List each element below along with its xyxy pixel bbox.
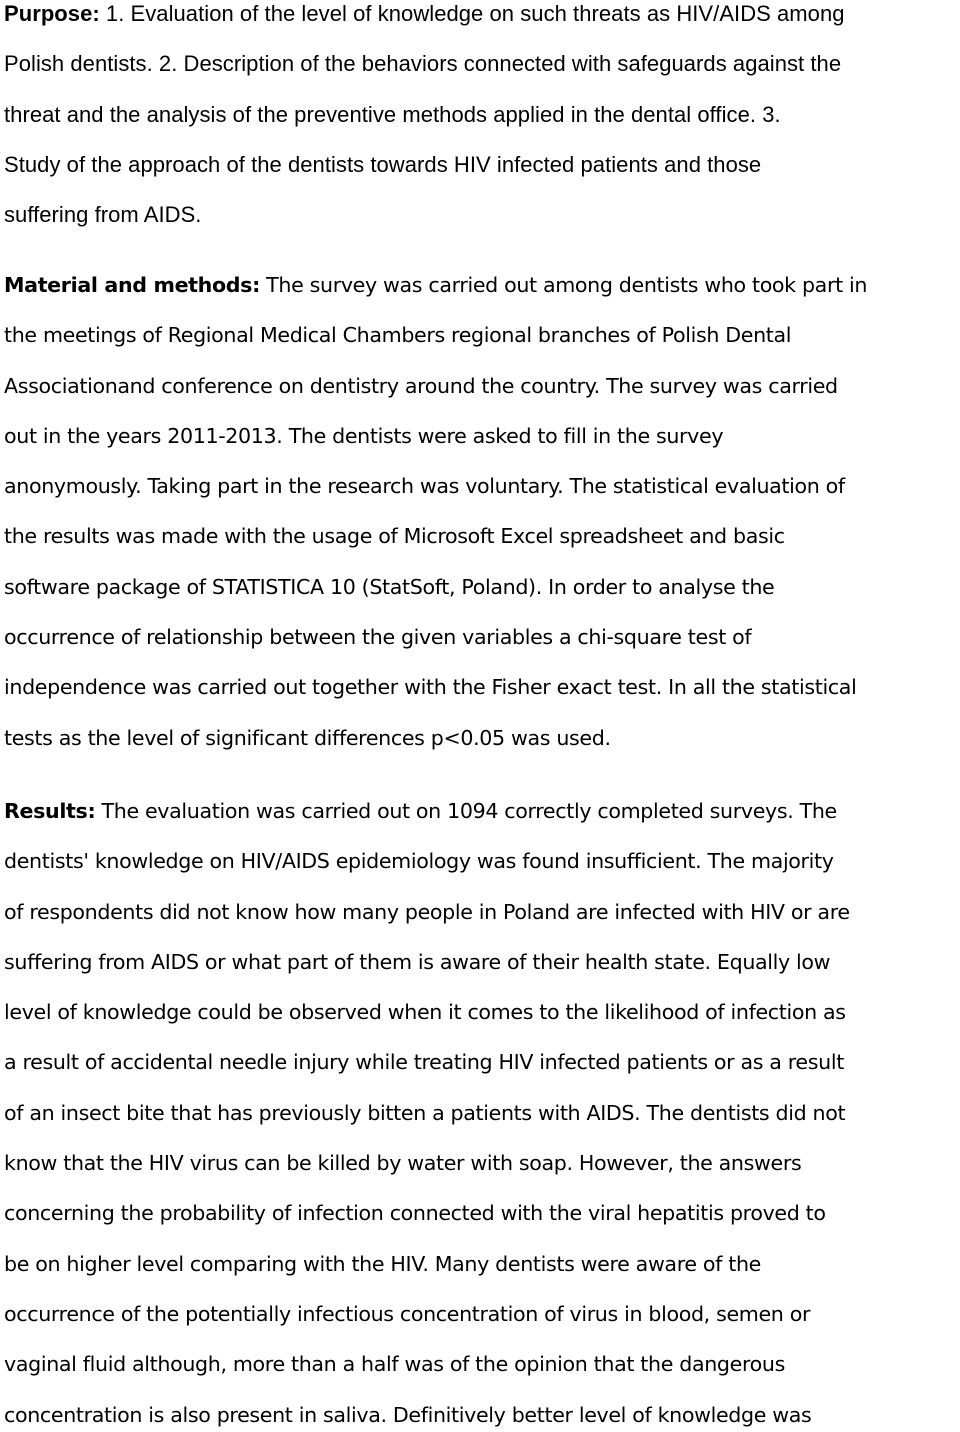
results-line: occurrence of the potentially infectious concentration of virus in blood, semen or — [4, 1301, 811, 1326]
results-heading: Results: — [4, 799, 96, 823]
methods-line: the results was made with the usage of Microsoft Excel spreadsheet and basic — [4, 524, 785, 549]
methods-line: anonymously. Taking part in the research was voluntary. The statistical evaluation of — [4, 474, 845, 499]
purpose-heading: Purpose: — [4, 1, 100, 26]
purpose-line: Polish dentists. 2. Description of the behaviors connected with safeguards against the — [4, 51, 842, 77]
purpose-line — [4, 0, 845, 39]
purpose-line: threat and the analysis of the preventive methods applied in the dental office. 3. — [4, 101, 781, 127]
methods-line: Associationand conference on dentistry around the country. The survey was carried — [4, 373, 838, 398]
results-line — [4, 786, 850, 836]
purpose-line: Study of the approach of the dentists towards HIV infected patients and those — [4, 151, 762, 177]
methods-line — [4, 260, 867, 310]
results-line: know that the HIV virus can be killed by water with soap. However, the answers — [4, 1151, 802, 1176]
methods-line: tests as the level of significant differences p<0.05 was used. — [4, 725, 611, 750]
methods-line: occurrence of relationship between the given variables a chi-square test of — [4, 625, 752, 650]
purpose-paragraph — [4, 0, 845, 240]
methods-line: software package of STATISTICA 10 (StatSoft, Poland). In order to analyse the — [4, 574, 775, 599]
purpose-line-text: 1. Evaluation of the level of knowledge on such threats as HIV/AIDS among — [99, 1, 845, 26]
results-line: concentration is also present in saliva. Definitively better level of knowledge was — [4, 1402, 812, 1427]
results-line: a result of accidental needle injury while treating HIV infected patients or as a result — [4, 1050, 844, 1075]
purpose-line: suffering from AIDS. — [4, 202, 202, 228]
methods-line: independence was carried out together with the Fisher exact test. In all the statistical — [4, 675, 857, 700]
methods-paragraph — [4, 260, 867, 763]
results-line: dentists' knowledge on HIV/AIDS epidemiology was found insufficient. The majority — [4, 849, 834, 874]
results-line: suffering from AIDS or what part of them is aware of their health state. Equally low — [4, 949, 831, 974]
results-line: vaginal fluid although, more than a half was of the opinion that the dangerous — [4, 1352, 785, 1377]
methods-heading: Material and methods: — [4, 273, 260, 297]
results-line: be on higher level comparing with the HIV. Many dentists were aware of the — [4, 1251, 761, 1276]
methods-line: the meetings of Regional Medical Chambers regional branches of Polish Dental — [4, 323, 792, 348]
results-paragraph — [4, 786, 850, 1432]
methods-line: out in the years 2011-2013. The dentists were asked to fill in the survey — [4, 423, 724, 448]
results-line: of respondents did not know how many people in Poland are infected with HIV or are — [4, 899, 850, 924]
results-line: concerning the probability of infection connected with the viral hepatitis proved to — [4, 1201, 826, 1226]
results-line-text: The evaluation was carried out on 1094 correctly completed surveys. The — [95, 799, 837, 823]
document-page — [4, 0, 960, 1432]
results-line: of an insect bite that has previously bitten a patients with AIDS. The dentists did not — [4, 1100, 846, 1125]
results-line: level of knowledge could be observed when it comes to the likelihood of infection as — [4, 1000, 846, 1025]
methods-line-text: The survey was carried out among dentists who took part in — [259, 273, 868, 297]
